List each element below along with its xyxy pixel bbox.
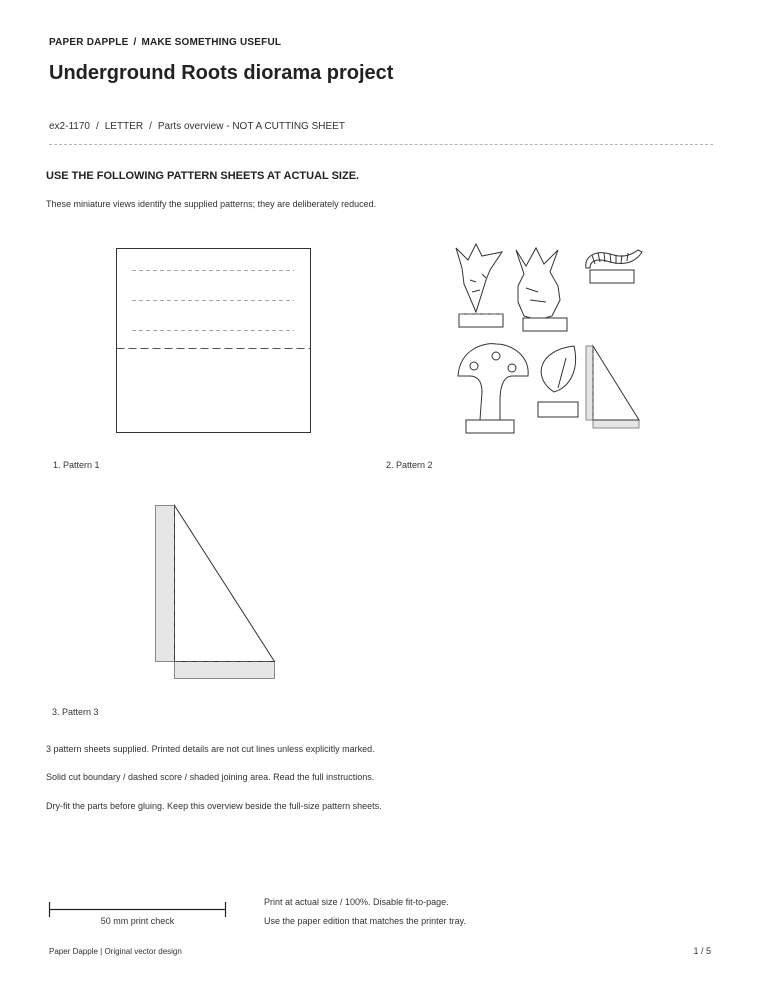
carrot-piece [456, 244, 503, 327]
worm-piece [586, 250, 642, 283]
note-line-legend: Solid cut boundary / dashed score / shaded joining area. Read the full instructions. [46, 772, 375, 782]
pattern-1-thumbnail [110, 240, 320, 440]
scale-bar [49, 901, 227, 917]
meta-sheet: Parts overview - NOT A CUTTING SHEET [157, 121, 345, 132]
brand-name: PAPER DAPPLE [49, 37, 129, 48]
pattern-1-outline [117, 249, 311, 433]
pattern-1-caption: 1. Pattern 1 [53, 460, 100, 470]
page-title: Underground Roots diorama project [49, 62, 394, 84]
meta-code: ex2-1170 [49, 121, 90, 132]
pattern-2-thumbnail [450, 240, 650, 440]
brand-separator: / [133, 37, 137, 48]
paper-instruction: Use the paper edition that matches the printer tray. [264, 916, 466, 926]
page-number: 1 / 5 [693, 946, 711, 956]
meta-paper: LETTER [104, 121, 144, 132]
pattern-3-caption: 3. Pattern 3 [52, 707, 99, 717]
triangle-panel [175, 506, 275, 662]
meta-separator: / [95, 121, 99, 132]
brand-tagline: MAKE SOMETHING USEFUL [141, 37, 282, 48]
turnip-piece [516, 248, 567, 331]
note-dry-fit: Dry-fit the parts before gluing. Keep this overview beside the full-size pattern sheets. [46, 801, 382, 811]
pattern-2-caption: 2. Pattern 2 [386, 460, 433, 470]
footer-credit: Paper Dapple | Original vector design [49, 947, 182, 956]
glue-tab-bottom [175, 662, 275, 679]
brand-line [49, 37, 281, 48]
pattern-3-thumbnail [150, 500, 280, 685]
header-divider [49, 144, 713, 145]
section-heading: USE THE FOLLOWING PATTERN SHEETS AT ACTUAL SIZE. [46, 170, 360, 182]
leaf-piece [538, 346, 578, 417]
document-meta [49, 121, 345, 132]
scale-bar-label: 50 mm print check [100, 916, 175, 926]
note-sheets-supplied: 3 pattern sheets supplied. Printed details are not cut lines unless explicitly marked. [46, 744, 375, 754]
meta-separator: / [149, 121, 152, 132]
triangle-stand-piece [586, 346, 639, 428]
print-instruction: Print at actual size / 100%. Disable fit-to-page. [264, 897, 449, 907]
glue-tab-vertical [156, 506, 175, 662]
mushroom-piece [458, 344, 528, 433]
intro-text: These miniature views identify the supplied patterns; they are deliberately reduced. [46, 199, 377, 209]
